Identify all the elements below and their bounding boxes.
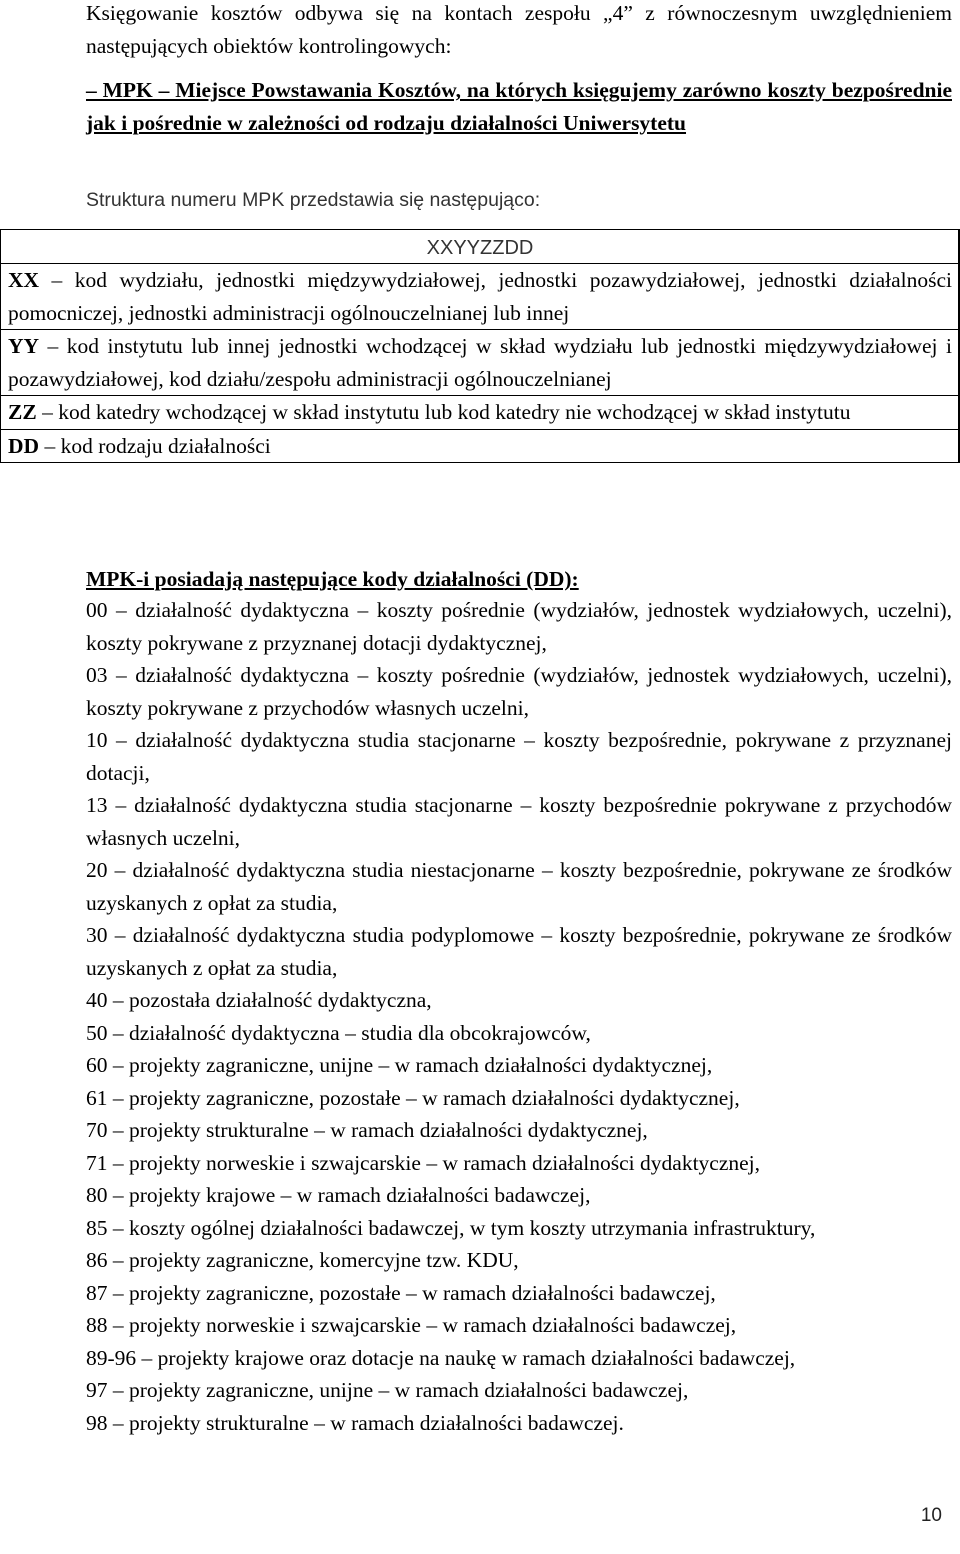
structure-desc: – kod wydziału, jednostki międzywydziałowej, jednostki pozawydziałowej, jednostki działalności pomocniczej, jednostki administracji ogólnouczelnianej lub innej [8,268,952,325]
structure-code: ZZ [8,400,37,424]
activity-code-item: 86 – projekty zagraniczne, komercyjne tzw. KDU, [86,1248,519,1272]
activity-code-item: 80 – projekty krajowe – w ramach działalności badawczej, [86,1183,591,1207]
structure-row-yy [1,329,958,395]
structure-table [0,229,960,463]
structure-desc: – kod instytutu lub innej jednostki wchodzącej w skład wydziału lub jednostki międzywydziałowej i pozawydziałowej, kod działu/zespołu administracji ogólnouczelnianej [8,334,952,391]
activity-codes-list [86,594,952,1439]
structure-desc: – kod katedry wchodzącej w skład instytutu lub kod katedry nie wchodzącej w skład instytutu [36,400,851,424]
activity-code-item: 10 – działalność dydaktyczna studia stacjonarne – koszty bezpośrednie, pokrywane z przyznanej dotacji, [86,728,952,785]
activity-code-item: 70 – projekty strukturalne – w ramach działalności dydaktycznej, [86,1118,648,1142]
structure-format: XXYYZZDD [426,237,534,259]
activity-code-item: 71 – projekty norweskie i szwajcarskie – w ramach działalności dydaktycznej, [86,1150,761,1175]
structure-intro: Struktura numeru MPK przedstawia się następująco: [86,189,541,211]
activity-code-item: 20 – działalność dydaktyczna studia niestacjonarne – koszty bezpośrednie, pokrywane ze środków uzyskanych z opłat za studia, [86,858,952,915]
activity-code-item: 87 – projekty zagraniczne, pozostałe – w ramach działalności badawczej, [86,1280,716,1305]
mpk-definition: – MPK – Miejsce Powstawania Kosztów, na których księgujemy zarówno koszty bezpośrednie jak i pośrednie w zależności od rodzaju działalności Uniwersytetu [86,78,952,135]
structure-code: XX [8,268,40,292]
activity-code-item: 13 – działalność dydaktyczna studia stacjonarne – koszty bezpośrednie pokrywane z przychodów własnych uczelni, [86,793,952,850]
structure-code: DD [8,433,40,458]
activity-code-item: 40 – pozostała działalność dydaktyczna, [86,988,432,1012]
activity-code-item: 85 – koszty ogólnej działalności badawczej, w tym koszty utrzymania infrastruktury, [86,1215,816,1240]
activity-code-item: 61 – projekty zagraniczne, pozostałe – w ramach działalności dydaktycznej, [86,1085,740,1110]
activity-code-item: 98 – projekty strukturalne – w ramach działalności badawczej. [86,1410,624,1435]
structure-row-zz [1,395,958,429]
structure-code: YY [8,334,40,358]
activity-code-item: 50 – działalność dydaktyczna – studia dla obcokrajowców, [86,1020,591,1045]
activity-code-item: 88 – projekty norweskie i szwajcarskie – w ramach działalności badawczej, [86,1313,737,1337]
codes-heading: MPK-i posiadają następujące kody działalności (DD): [86,567,579,591]
intro-paragraph: Księgowanie kosztów odbywa się na kontach zespołu „4” z równoczesnym uwzględnieniem następujących obiektów kontrolingowych: [86,1,952,58]
page-number: 10 [920,1505,942,1526]
activity-code-item: 89-96 – projekty krajowe oraz dotacje na naukę w ramach działalności badawczej, [86,1345,796,1370]
activity-code-item: 97 – projekty zagraniczne, unijne – w ramach działalności badawczej, [86,1378,689,1402]
structure-row-dd [1,429,958,463]
activity-code-item: 60 – projekty zagraniczne, unijne – w ramach działalności dydaktycznej, [86,1053,713,1077]
activity-code-item: 30 – działalność dydaktyczna studia podyplomowe – koszty bezpośrednie, pokrywane ze środków uzyskanych z opłat za studia, [86,923,952,980]
structure-row-xx [1,263,958,329]
structure-desc: – kod rodzaju działalności [39,433,271,458]
activity-code-item: 03 – działalność dydaktyczna – koszty pośrednie (wydziałów, jednostek wydziałowych, uczelni), koszty pokrywane z przychodów własnych uczelni, [86,663,952,720]
activity-code-item: 00 – działalność dydaktyczna – koszty pośrednie (wydziałów, jednostek wydziałowych, uczelni), koszty pokrywane z przyznanej dotacji dydaktycznej, [86,598,952,655]
